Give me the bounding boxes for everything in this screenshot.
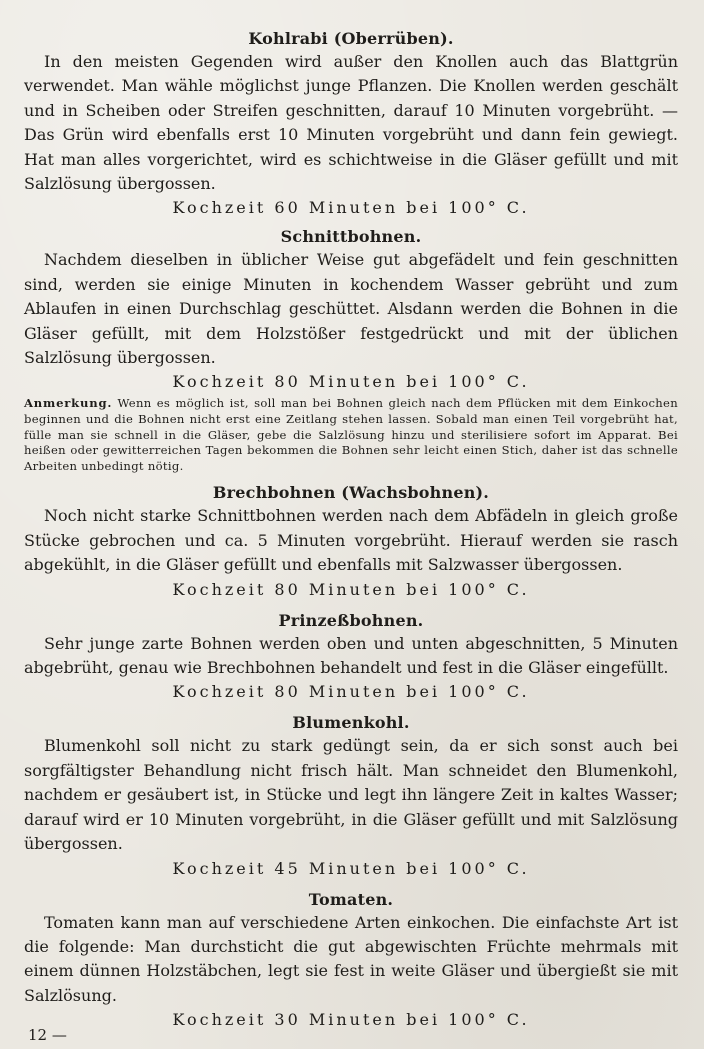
cooking-time-prinzessbohnen: Kochzeit 80 Minuten bei 100° C. [172, 682, 530, 702]
section-title-tomaten: Tomaten. [308, 889, 394, 909]
section-text-schnittbohnen: Nachdem dieselben in üblicher Weise gut abgefädelt und fein geschnitten sind, werden sie einige Minuten in kochendem Wasser gebrüht und zum Ablaufen in einen Durchschlag geschüttet. Alsdann werden die Bohnen in die Gläser gefüllt, mit dem Holzstößer festgedrückt und mit der üblichen Salzlösung übergossen. [24, 250, 678, 368]
cooking-time-kohlrabi: Kochzeit 60 Minuten bei 100° C. [172, 198, 530, 218]
cooking-time-blumenkohl: Kochzeit 45 Minuten bei 100° C. [172, 858, 530, 878]
section-title-blumenkohl: Blumenkohl. [292, 713, 410, 733]
section-title-schnittbohnen: Schnittbohnen. [280, 227, 422, 247]
section-title-kohlrabi: Kohlrabi (Oberrüben). [248, 29, 454, 48]
section-title-brechbohnen: Brechbohnen (Wachsbohnen). [212, 483, 490, 503]
note-schnittbohnen [24, 396, 678, 474]
section-text-blumenkohl: Blumenkohl soll nicht zu stark gedüngt sein, da er sich sonst auch bei sorgfältigster Behandlung nicht frisch hält. Man schneidet den Blumenkohl, nachdem er gesäubert ist, in Stücke und legt ihn längere Zeit in kaltes Wasser; darauf wird er 10 Minuten vorgebrüht, in die Gläser gefüllt und mit Salzlösung übergossen. [24, 736, 678, 854]
section-text-tomaten: Tomaten kann man auf verschiedene Arten einkochen. Die einfachste Art ist die folgende: Man durchsticht die gut abgewischten Früchte mehrmals mit einem dünnen Holzstäbchen, legt sie fest in weite Gläser und übergießt sie mit Salzlösung. [24, 912, 678, 1005]
section-text-brechbohnen: Noch nicht starke Schnittbohnen werden nach dem Abfädeln in gleich große Stücke gebrochen und ca. 5 Minuten vorgebrüht. Hierauf werden sie rasch abgekühlt, in die Gläser gefüllt und ebenfalls mit Salzwasser übergossen. [24, 506, 678, 575]
cooking-time-tomaten: Kochzeit 30 Minuten bei 100° C. [172, 1010, 530, 1030]
page-number: 12 — [28, 1026, 67, 1044]
page-content [24, 28, 678, 1032]
section-text-kohlrabi: In den meisten Gegenden wird außer den Knollen auch das Blattgrün verwendet. Man wähle möglichst junge Pflanzen. Die Knollen werden geschält und in Scheiben oder Streifen geschnitten, darauf 10 Minuten vorgebrüht. — Das Grün wird ebenfalls erst 10 Minuten vorgebrüht und dann fein gewiegt. Hat man alles vorgerichtet, wird es schichtweise in die Gläser gefüllt und mit Salzlösung übergossen. [24, 52, 678, 194]
cooking-time-brechbohnen: Kochzeit 80 Minuten bei 100° C. [172, 579, 530, 599]
section-title-prinzessbohnen: Prinzeßbohnen. [278, 610, 424, 630]
cooking-time-schnittbohnen: Kochzeit 80 Minuten bei 100° C. [172, 372, 530, 392]
section-text-prinzessbohnen: Sehr junge zarte Bohnen werden oben und unten abgeschnitten, 5 Minuten abgebrüht, genau wie Brechbohnen behandelt und fest in die Gläser eingefüllt. [24, 633, 678, 678]
note-label: Anmerkung. [24, 396, 113, 411]
note-text: Wenn es möglich ist, soll man bei Bohnen gleich nach dem Pflücken mit dem Einkochen beginnen und die Bohnen nicht erst eine Zeitlang stehen lassen. Sobald man einen Teil vorgebrüht hat, fülle man sie schnell in die Gläser, gebe die Salzlösung hinzu und sterilisiere sofort im Apparat. Bei heißen oder gewitterreichen Tagen bekommen die Bohnen sehr leicht einen Stich, daher ist das schnelle Arbeiten unbedingt nötig. [24, 396, 678, 473]
